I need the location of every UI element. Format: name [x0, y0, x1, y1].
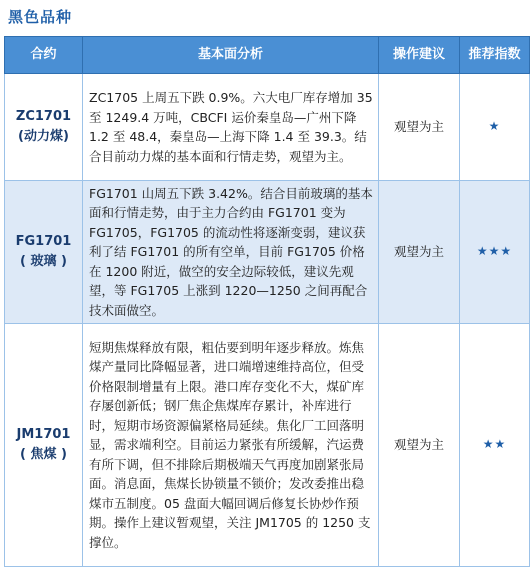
header-rating: 推荐指数: [460, 37, 530, 74]
contract-name: ( 焦煤 ): [20, 447, 67, 462]
table-row: [5, 181, 530, 324]
rating-stars: ★★★: [460, 181, 530, 324]
table-row: [5, 324, 530, 567]
contract-code: FG1701: [15, 234, 72, 249]
analysis-cell: 短期焦煤释放有限，粗估要到明年逐步释放。炼焦煤产量同比降幅显著，进口端增速维持高位，但受价格限制增量有上限。港口库存变化不大，煤矿库存屡创新低；钢厂焦企焦煤库存累计，补库进行时，短期市场资源偏紧格局延续。焦化厂工回落明显，需求端利空。目前运力紧张有所缓解，汽运费有所下调，但不排除后期极端天气再度加剧紧张局面。消息面，焦煤长协锁量不锁价；发改委推出稳煤市五制度。05 盘面大幅回调后修复长协炒作预期。操作上建议暂观望，关注 JM1705 的 1250 支撑位。: [83, 324, 379, 567]
contract-name: (动力煤): [18, 129, 69, 144]
advice-cell: 观望为主: [379, 74, 460, 181]
contract-code: JM1701: [16, 427, 71, 442]
advice-cell: 观望为主: [379, 324, 460, 567]
rating-stars: ★: [460, 74, 530, 181]
header-analysis: 基本面分析: [83, 37, 379, 74]
contract-code: ZC1701: [15, 109, 72, 124]
rating-stars: ★★: [460, 324, 530, 567]
analysis-cell: FG1701 山周五下跌 3.42%。结合目前玻璃的基本面和行情走势，由于主力合约由 FG1701 变为 FG1705，FG1705 的流动性将逐渐变弱，建议获利了结 FG1701 的所有空单，目前 FG1705 价格在 1200 附近，做空的安全边际较低，建议先观望，等 FG1705 上涨到 1220—1250 之间再配合技术面做空。: [83, 181, 379, 324]
header-contract: 合约: [5, 37, 83, 74]
contract-cell: [5, 324, 83, 567]
recommendation-table: [4, 36, 530, 567]
advice-cell: 观望为主: [379, 181, 460, 324]
contract-cell: [5, 181, 83, 324]
table-row: [5, 74, 530, 181]
table-header-row: [5, 37, 530, 74]
contract-cell: [5, 74, 83, 181]
section-title: 黑色品种: [8, 8, 73, 26]
analysis-cell: ZC1705 上周五下跌 0.9%。六大电厂库存增加 35 至 1249.4 万吨，CBCFI 运价秦皇岛—广州下降 1.2 至 48.4，秦皇岛—上海下降 1.4 至 39.3。结合目前动力煤的基本面和行情走势，观望为主。: [83, 74, 379, 181]
contract-name: ( 玻璃 ): [20, 254, 67, 269]
header-advice: 操作建议: [379, 37, 460, 74]
